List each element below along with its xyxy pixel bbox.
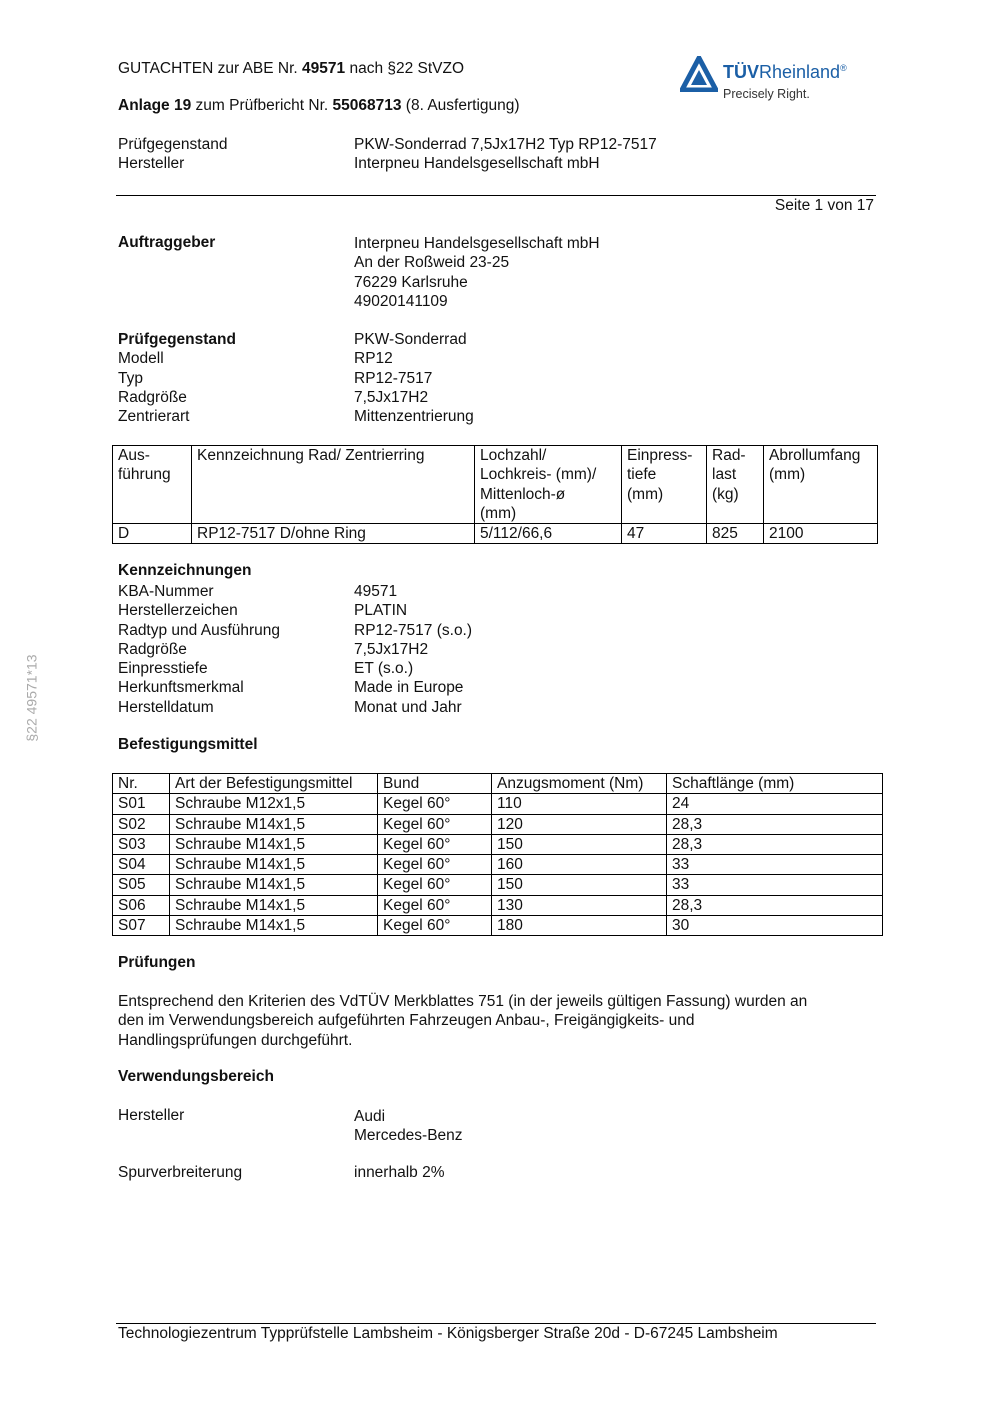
- table-cell: S02: [113, 814, 170, 834]
- table-cell: 825: [707, 524, 764, 544]
- table-header-cell: Schaftlänge (mm): [667, 774, 883, 794]
- table-cell: D: [113, 524, 192, 544]
- table-cell: Kegel 60°: [378, 855, 492, 875]
- table-cell: Schraube M14x1,5: [170, 916, 378, 936]
- befestigung-title: Befestigungsmittel: [118, 736, 258, 753]
- table-cell: Schraube M14x1,5: [170, 814, 378, 834]
- auftraggeber-address: Interpneu Handelsgesellschaft mbH An der Roßweid 23-25 76229 Karlsruhe 49020141109: [354, 235, 600, 310]
- hersteller-value: Interpneu Handelsgesellschaft mbH: [354, 155, 600, 172]
- verwendung-hersteller-label: Hersteller: [118, 1107, 185, 1124]
- table-cell: S05: [113, 875, 170, 895]
- table-cell: Kegel 60°: [378, 916, 492, 936]
- table-cell: Schraube M14x1,5: [170, 834, 378, 854]
- table-header-cell: Bund: [378, 774, 492, 794]
- table-row: [113, 895, 883, 915]
- table-cell: 28,3: [667, 895, 883, 915]
- table-cell: 110: [492, 794, 667, 814]
- table-cell: 130: [492, 895, 667, 915]
- spur-label: Spurverbreiterung: [118, 1164, 243, 1181]
- side-note: §22 49571*13: [23, 654, 40, 742]
- table-cell: 160: [492, 855, 667, 875]
- pruefgegenstand-values: PKW-Sonderrad RP12 RP12-7517 7,5Jx17H2 Mittenzentrierung: [354, 331, 474, 426]
- tuv-triangle-icon: [680, 56, 718, 92]
- table-cell: 24: [667, 794, 883, 814]
- table-cell: S06: [113, 895, 170, 915]
- table-header-cell: Art der Befestigungsmittel: [170, 774, 378, 794]
- table-row: [113, 814, 883, 834]
- table-cell: 150: [492, 834, 667, 854]
- verwendung-hersteller-values: Audi Mercedes-Benz: [354, 1108, 463, 1145]
- logo-brand: TÜVRheinland®: [723, 62, 847, 82]
- verwendung-title: Verwendungsbereich: [118, 1068, 274, 1085]
- table-header-row: [113, 446, 878, 524]
- table-cell: 120: [492, 814, 667, 834]
- table-row: [113, 524, 878, 544]
- table-cell: RP12-7517 D/ohne Ring: [192, 524, 475, 544]
- table-header-cell: Anzugsmoment (Nm): [492, 774, 667, 794]
- table-cell: 5/112/66,6: [475, 524, 622, 544]
- table-cell: Schraube M14x1,5: [170, 875, 378, 895]
- kennzeichnungen-values: 49571 PLATIN RP12-7517 (s.o.) 7,5Jx17H2 ET (s.o.) Made in Europe Monat und Jahr: [354, 583, 473, 716]
- table-cell: Schraube M14x1,5: [170, 855, 378, 875]
- table-cell: Schraube M14x1,5: [170, 895, 378, 915]
- spur-value: innerhalb 2%: [354, 1164, 445, 1181]
- table-row: [113, 875, 883, 895]
- table-header-row: [113, 774, 883, 794]
- table-cell: Kegel 60°: [378, 875, 492, 895]
- table-cell: 180: [492, 916, 667, 936]
- table-row: [113, 855, 883, 875]
- table-cell: 33: [667, 875, 883, 895]
- table-cell: 28,3: [667, 834, 883, 854]
- kennzeichnungen-title: Kennzeichnungen: [118, 562, 252, 579]
- appendix-line: Anlage 19 zum Prüfbericht Nr. 55068713 (8. Ausfertigung): [118, 97, 520, 114]
- table-header-cell: Nr.: [113, 774, 170, 794]
- table-row: [113, 834, 883, 854]
- table-cell: 47: [622, 524, 707, 544]
- table-cell: Kegel 60°: [378, 834, 492, 854]
- table-row: [113, 916, 883, 936]
- pg-value: PKW-Sonderrad 7,5Jx17H2 Typ RP12-7517: [354, 136, 657, 153]
- pg-label: Prüfgegenstand: [118, 136, 228, 153]
- table-cell: S07: [113, 916, 170, 936]
- table-cell: 150: [492, 875, 667, 895]
- table-cell: Kegel 60°: [378, 895, 492, 915]
- befestigung-table: [112, 773, 883, 936]
- pruefungen-title: Prüfungen: [118, 954, 196, 971]
- table-header-cell: Kennzeichnung Rad/ Zentrierring: [192, 446, 475, 524]
- footer-divider: [116, 1323, 876, 1324]
- hersteller-label: Hersteller: [118, 155, 185, 172]
- table-header-cell: Einpress- tiefe (mm): [622, 446, 707, 524]
- table-row: [113, 794, 883, 814]
- table-cell: S01: [113, 794, 170, 814]
- kennzeichnungen-labels: KBA-Nummer Herstellerzeichen Radtyp und Ausführung Radgröße Einpresstiefe Herkunftsmerkmal Herstelldatum: [118, 583, 281, 716]
- table-cell: Schraube M12x1,5: [170, 794, 378, 814]
- pruefgegenstand-labels: Prüfgegenstand Modell Typ Radgröße Zentrierart: [118, 331, 236, 426]
- table-cell: 30: [667, 916, 883, 936]
- footer-text: Technologiezentrum Typprüfstelle Lambsheim - Königsberger Straße 20d - D-67245 Lambsheim: [118, 1325, 778, 1342]
- wheel-table: [112, 445, 878, 544]
- logo-tagline: Precisely Right.: [723, 87, 810, 101]
- table-cell: Kegel 60°: [378, 794, 492, 814]
- table-cell: S04: [113, 855, 170, 875]
- table-cell: 28,3: [667, 814, 883, 834]
- table-cell: 33: [667, 855, 883, 875]
- auftraggeber-label: Auftraggeber: [118, 234, 216, 251]
- page-number: Seite 1 von 17: [774, 197, 874, 214]
- tuv-logo: [680, 55, 870, 105]
- report-title-line: GUTACHTEN zur ABE Nr. 49571 nach §22 StVZO: [118, 60, 465, 77]
- table-header-cell: Aus- führung: [113, 446, 192, 524]
- table-cell: Kegel 60°: [378, 814, 492, 834]
- table-header-cell: Lochzahl/ Lochkreis- (mm)/ Mittenloch-ø (mm): [475, 446, 622, 524]
- table-header-cell: Abrollumfang (mm): [764, 446, 878, 524]
- table-cell: S03: [113, 834, 170, 854]
- pruefungen-text: Entsprechend den Kriterien des VdTÜV Merkblattes 751 (in der jeweils gültigen Fassung) wurden an den im Verwendungsbereich aufgeführten Fahrzeugen Anbau-, Freigängigkeits- und Handlingsprüfungen durchgeführt.: [118, 993, 808, 1049]
- table-cell: 2100: [764, 524, 878, 544]
- table-header-cell: Rad- last (kg): [707, 446, 764, 524]
- header-divider: [116, 195, 876, 196]
